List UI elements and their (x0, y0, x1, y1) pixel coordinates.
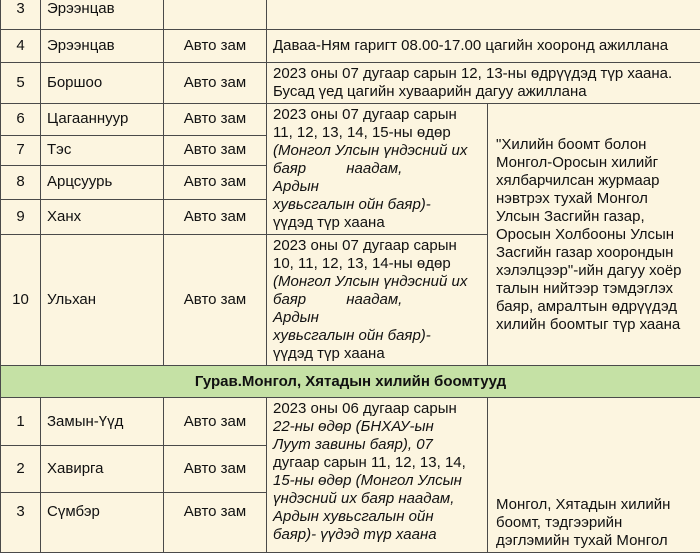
row-number: 3 (1, 493, 41, 553)
note-line: 2023 оны 07 дугаар сарын (273, 237, 481, 255)
row-number: 9 (1, 199, 41, 234)
note-line: үүдэд түр хаана (273, 345, 481, 363)
row-number: 2 (1, 446, 41, 493)
checkpoint-name: Арцсуурь (41, 165, 164, 199)
note-line: (Монгол Улсын үндэсний их (273, 142, 481, 160)
note-line: хилийн боомтыг түр хаана (496, 316, 692, 334)
note-line: 11, 12, 13, 14, 15-ны өдөр (273, 124, 481, 142)
checkpoint-name: Ульхан (41, 235, 164, 366)
note-line: хялбарчилсан журмаар (496, 172, 692, 190)
transport-type: Авто зам (164, 104, 267, 136)
agreement-note (488, 104, 700, 366)
row-number: 5 (1, 63, 41, 104)
note-line: 2023 оны 06 дугаар сарын (273, 400, 481, 418)
checkpoint-name: Эрээнцав (41, 0, 164, 30)
checkpoint-name: Тэс (41, 135, 164, 165)
schedule-note-line: 2023 оны 07 дугаар сарын 12, 13-ны өдрүүдэд түр хаана. (273, 65, 694, 83)
note-line: үүдэд түр хаана (273, 214, 481, 232)
transport-type: Авто зам (164, 199, 267, 234)
transport-type: Авто зам (164, 493, 267, 553)
checkpoint-name: Боршоо (41, 63, 164, 104)
row-number: 4 (1, 30, 41, 63)
note-line: 15-ны өдөр (Монгол Улсын (273, 472, 481, 490)
note-line: Засгийн газар хоорондын (496, 244, 692, 262)
transport-type: Авто зам (164, 135, 267, 165)
note-line: боомт, тэдгээрийн (496, 514, 692, 532)
transport-type: Авто зам (164, 446, 267, 493)
schedule-note (267, 63, 700, 104)
note-line: (Монгол Улсын үндэсний их (273, 273, 481, 291)
note-line: "Хилийн боомт болон (496, 136, 692, 154)
transport-type (164, 0, 267, 30)
agreement-note (488, 398, 700, 553)
note-line: 22-ны өдөр (БНХАУ-ын (273, 418, 481, 436)
schedule-note: Даваа-Ням гаригт 08.00-17.00 цагийн хооронд ажиллана (267, 30, 700, 63)
row-number: 8 (1, 165, 41, 199)
row-number: 10 (1, 235, 41, 366)
note-line: Оросын Холбооны Улсын (496, 226, 692, 244)
row-number: 7 (1, 135, 41, 165)
transport-type: Авто зам (164, 30, 267, 63)
note-line: дугаар сарын 11, 12, 13, 14, (273, 454, 481, 472)
section-header-row (1, 366, 700, 398)
closure-note (267, 235, 488, 366)
closure-note (267, 104, 488, 235)
row-number: 1 (1, 398, 41, 446)
transport-type: Авто зам (164, 165, 267, 199)
table-row (1, 30, 700, 63)
schedule-note-line: Бусад үед цагийн хуваарийн дагуу ажиллана (273, 83, 694, 101)
row-number: 6 (1, 104, 41, 136)
note-line: хувьсгалын ойн баяр)- (273, 327, 481, 345)
note-line: Монгол-Оросын хилийг (496, 154, 692, 172)
note-line: Улсын Засгийн газар, (496, 208, 692, 226)
note-line: үндэсний их баяр наадам, (273, 490, 481, 508)
row-number: 3 (1, 0, 41, 30)
checkpoint-name: Замын-Үүд (41, 398, 164, 446)
table-row (1, 0, 700, 30)
checkpoint-name: Хавирга (41, 446, 164, 493)
note-line: талын нийтээр тэмдэглэх (496, 280, 692, 298)
transport-type: Авто зам (164, 63, 267, 104)
checkpoint-name: Эрээнцав (41, 30, 164, 63)
table-row (1, 63, 700, 104)
note-line: Ардын хувьсгалын ойн (273, 508, 481, 526)
table-row (1, 104, 700, 136)
schedule-note (267, 0, 700, 30)
note-line: хувьсгалын ойн баяр)- (273, 196, 481, 214)
note-line: баяр, амралтын өдрүүдэд (496, 298, 692, 316)
note-line: Монгол, Хятадын хилийн (496, 496, 692, 514)
note-line: 10, 11, 12, 13, 14-ны өдөр (273, 255, 481, 273)
note-line: 2023 оны 07 дугаар сарын (273, 106, 481, 124)
closure-note (267, 398, 488, 553)
note-line: баяр наадам, Ардын (273, 160, 481, 196)
note-line: баяр наадам, Ардын (273, 291, 481, 327)
transport-type: Авто зам (164, 235, 267, 366)
note-line: нэвтрэх тухай Монгол (496, 190, 692, 208)
note-line: баяр)- үүдэд түр хаана (273, 526, 481, 544)
note-line: дэглэмийн тухай Монгол (496, 532, 692, 550)
table-row (1, 398, 700, 446)
transport-type: Авто зам (164, 398, 267, 446)
checkpoint-name: Цагааннуур (41, 104, 164, 136)
note-line: хэлэлцээр"-ийн дагуу хоёр (496, 262, 692, 280)
checkpoint-name: Сүмбэр (41, 493, 164, 553)
checkpoint-name: Ханх (41, 199, 164, 234)
note-line: Луут завины баяр), 07 (273, 436, 481, 454)
section-title: Гурав.Монгол, Хятадын хилийн боомтууд (1, 366, 700, 398)
